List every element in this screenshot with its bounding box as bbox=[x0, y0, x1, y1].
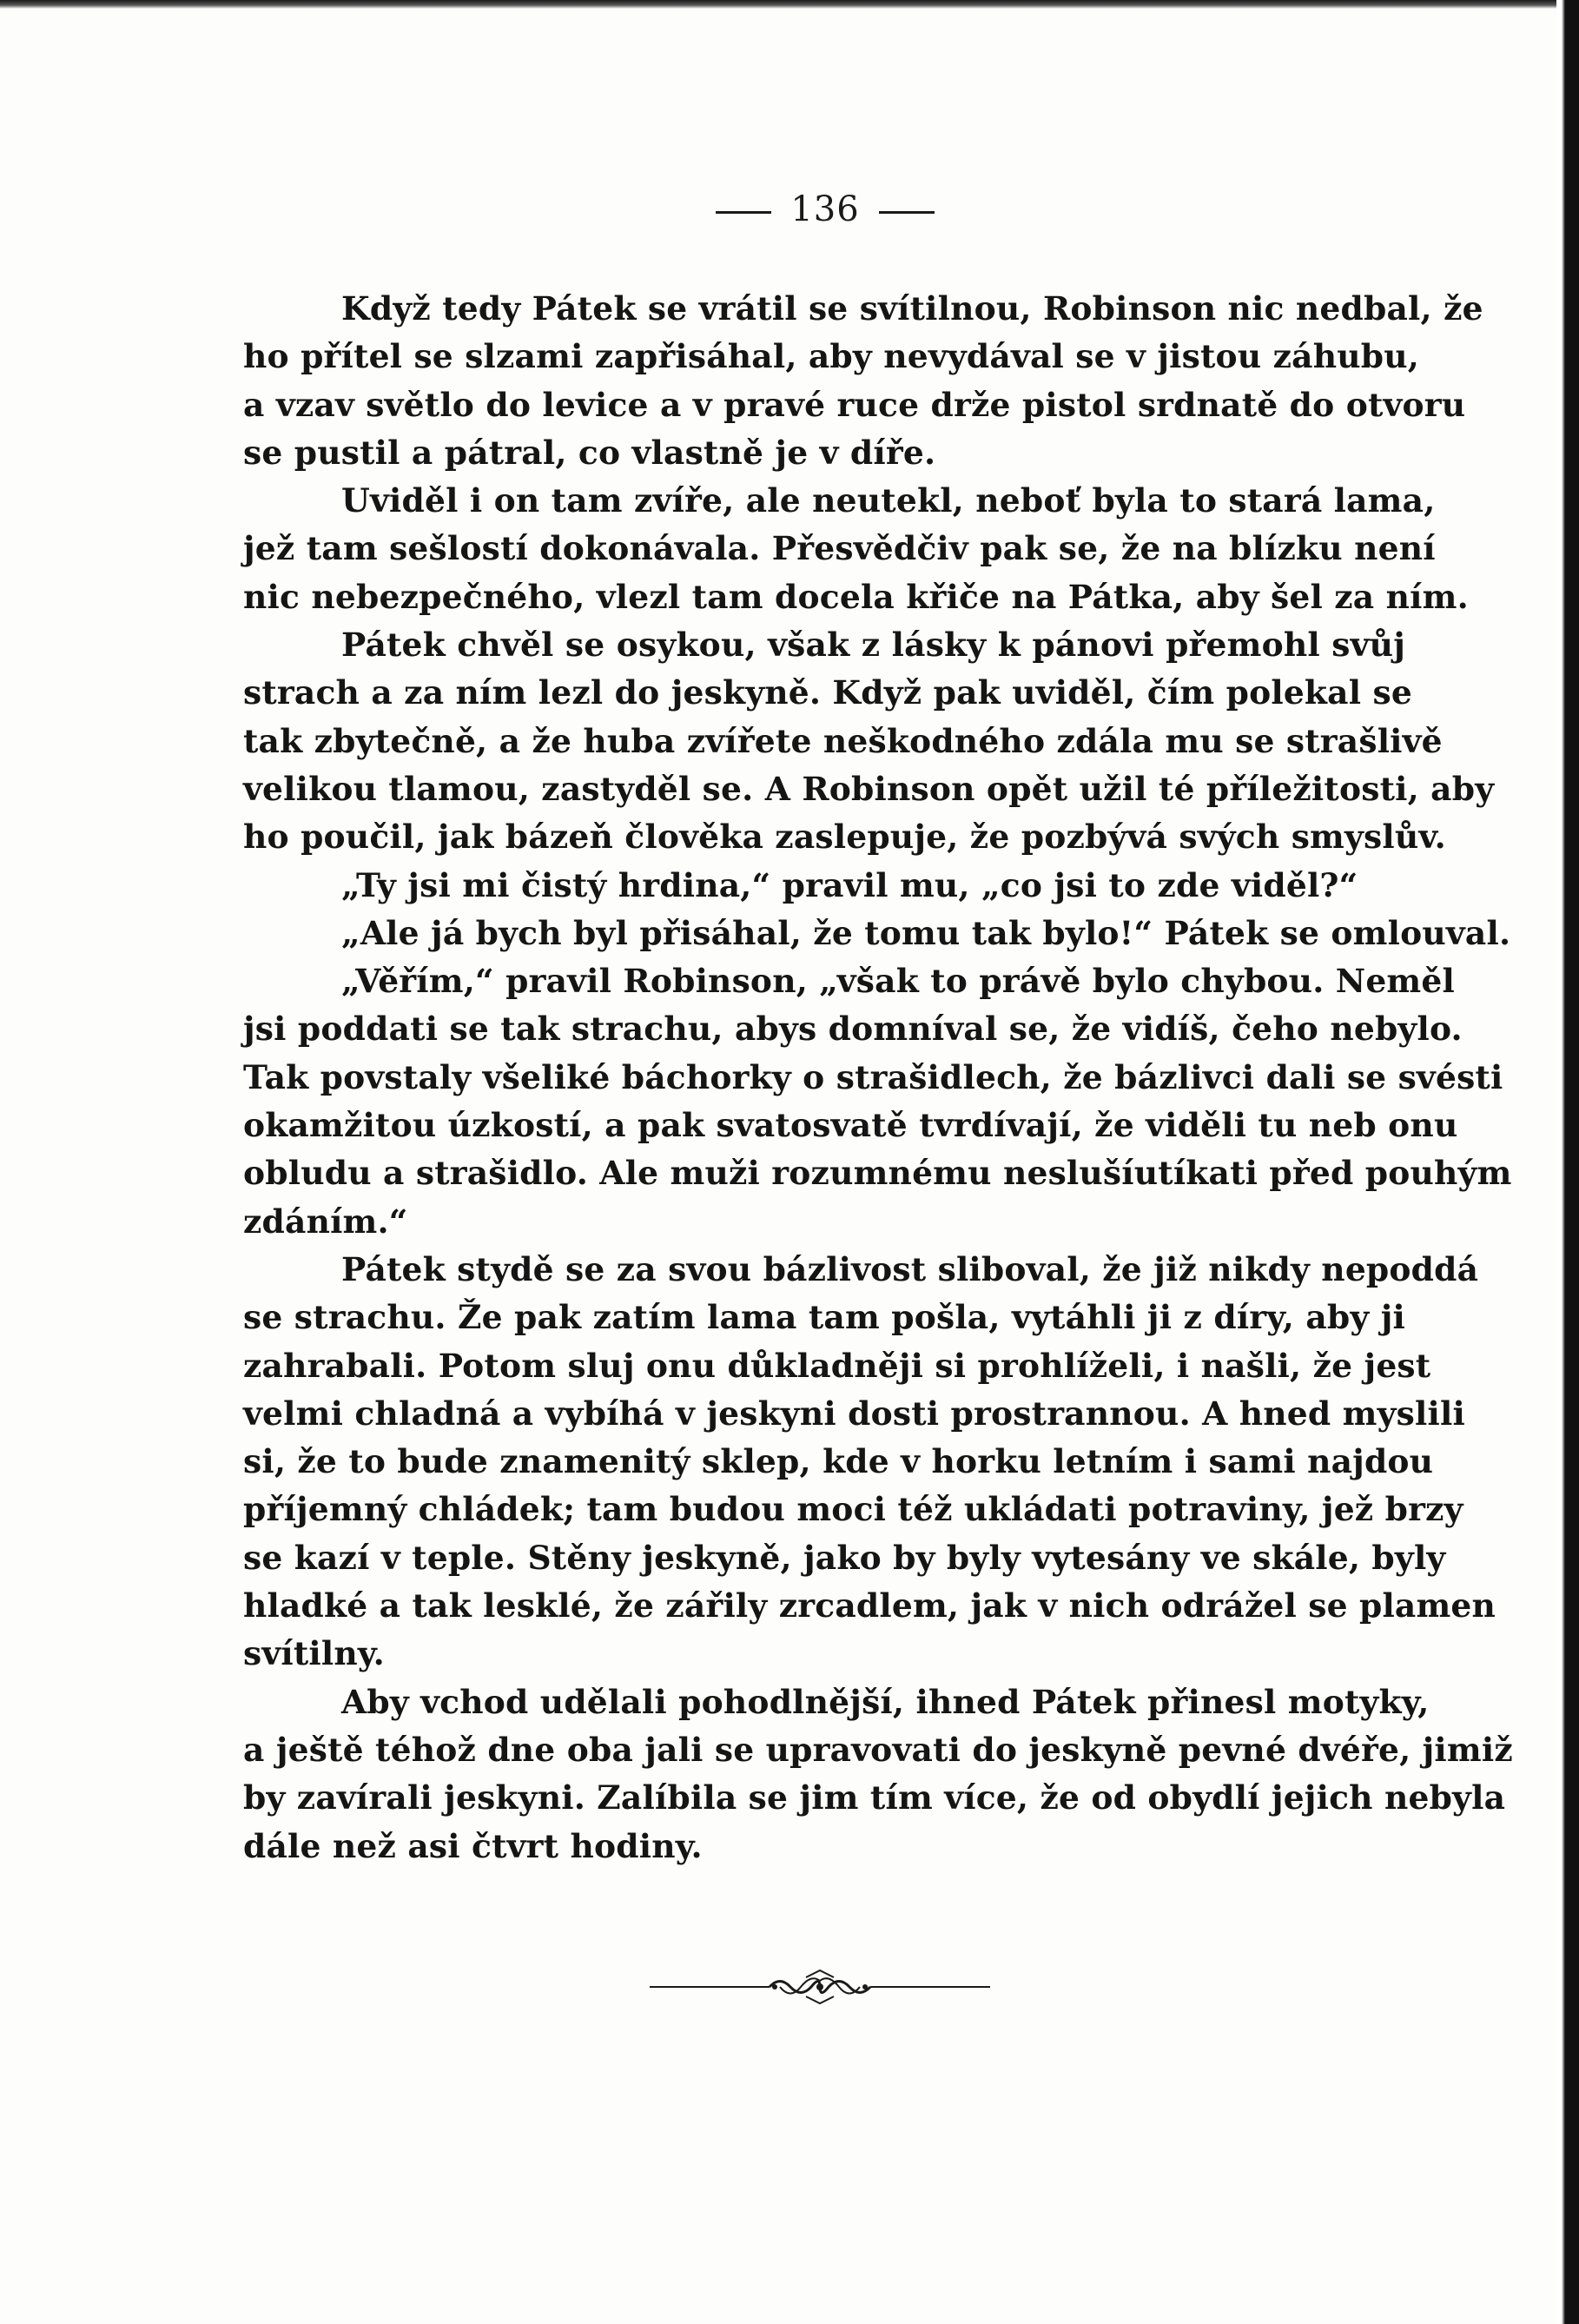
scan-edge-right bbox=[1556, 0, 1579, 2324]
body-text bbox=[243, 285, 1513, 1870]
text-line: zahrabali. Potom sluj onu důkladněji si prohlíželi, i našli, že jest bbox=[243, 1346, 1431, 1385]
text-line: příjemný chládek; tam budou moci též ukládati potraviny, jež brzy bbox=[243, 1490, 1463, 1529]
text-line: Aby vchod udělali pohodlnější, ihned Pátek přinesl motyky, bbox=[341, 1682, 1430, 1721]
text-line: ho přítel se slzami zapřisáhal, aby nevydával se v jistou záhubu, bbox=[243, 337, 1420, 376]
text-line: tak zbytečně, a že huba zvířete neškodného zdála mu se strašlivě bbox=[243, 721, 1443, 760]
text-line: se kazí v teple. Stěny jeskyně, jako by byly vytesány ve skále, byly bbox=[243, 1538, 1446, 1577]
text-line: velikou tlamou, zastyděl se. A Robinson opět užil té příležitosti, aby bbox=[243, 769, 1495, 808]
text-line: hladké a tak lesklé, že zářily zrcadlem, jak v nich odrážel se plamen bbox=[243, 1586, 1496, 1625]
text-line: Pátek chvěl se osykou, však z lásky k pánovi přemohl svůj bbox=[341, 626, 1405, 665]
page-number bbox=[0, 189, 1579, 229]
text-line: Tak povstaly všeliké báchorky o strašidlech, že bázlivci dali se svésti bbox=[243, 1057, 1503, 1096]
scan-edge-top bbox=[0, 0, 1579, 9]
page-number-dash-left bbox=[716, 211, 771, 214]
text-line: velmi chladná a vybíhá v jeskyni dosti prostrannou. A hned myslili bbox=[243, 1394, 1465, 1433]
text-line: se strachu. Že pak zatím lama tam pošla, vytáhli ji z díry, aby ji bbox=[243, 1298, 1405, 1337]
text-line: se pustil a pátral, co vlastně je v díře. bbox=[243, 433, 936, 472]
text-line: a vzav světlo do levice a v pravé ruce drže pistol srdnatě do otvoru bbox=[243, 385, 1466, 424]
text-line: „Věřím,“ pravil Robinson, „však to právě bylo chybou. Neměl bbox=[341, 962, 1455, 1001]
page-number-value: 136 bbox=[790, 189, 860, 229]
text-line: svítilny. bbox=[243, 1634, 385, 1673]
text-line: a ještě téhož dne oba jali se upravovati do jeskyně pevné dvéře, jimiž bbox=[243, 1730, 1513, 1769]
text-line: Pátek stydě se za svou bázlivost sliboval, že již nikdy nepoddá bbox=[341, 1249, 1479, 1288]
tailpiece-ornament bbox=[650, 1965, 990, 2009]
page-number-dash-right bbox=[879, 211, 935, 214]
text-line: ho poučil, jak bázeň člověka zaslepuje, že pozbývá svých smyslův. bbox=[243, 818, 1446, 857]
text-line: obludu a strašidlo. Ale muži rozumnému neslušíutíkati před pouhým bbox=[243, 1154, 1512, 1193]
text-line: jež tam sešlostí dokonávala. Přesvědčiv pak se, že na blízku není bbox=[243, 529, 1436, 568]
text-line: dále než asi čtvrt hodiny. bbox=[243, 1826, 703, 1865]
text-line: si, že to bude znamenitý sklep, kde v horku letním i sami najdou bbox=[243, 1442, 1434, 1481]
text-line: Když tedy Pátek se vrátil se svítilnou, Robinson nic nedbal, že bbox=[341, 289, 1483, 328]
text-line: okamžitou úzkostí, a pak svatosvatě tvrdívají, že viděli tu neb onu bbox=[243, 1106, 1458, 1145]
text-line: Uviděl i on tam zvíře, ale neutekl, neboť byla to stará lama, bbox=[341, 481, 1436, 520]
text-line: „Ale já bych byl přisáhal, že tomu tak bylo!“ Pátek se omlouval. bbox=[341, 913, 1511, 952]
text-line: zdáním.“ bbox=[243, 1202, 408, 1241]
text-line: jsi poddati se tak strachu, abys domníval se, že vidíš, čeho nebylo. bbox=[243, 1010, 1463, 1049]
text-line: „Ty jsi mi čistý hrdina,“ pravil mu, „co jsi to zde viděl?“ bbox=[341, 865, 1358, 904]
text-line: by zavírali jeskyni. Zalíbila se jim tím více, že od obydlí jejich nebyla bbox=[243, 1778, 1506, 1817]
text-line: strach a za ním lezl do jeskyně. Když pak uviděl, čím polekal se bbox=[243, 673, 1412, 712]
text-line: nic nebezpečného, vlezl tam docela křiče na Pátka, aby šel za ním. bbox=[243, 577, 1469, 616]
